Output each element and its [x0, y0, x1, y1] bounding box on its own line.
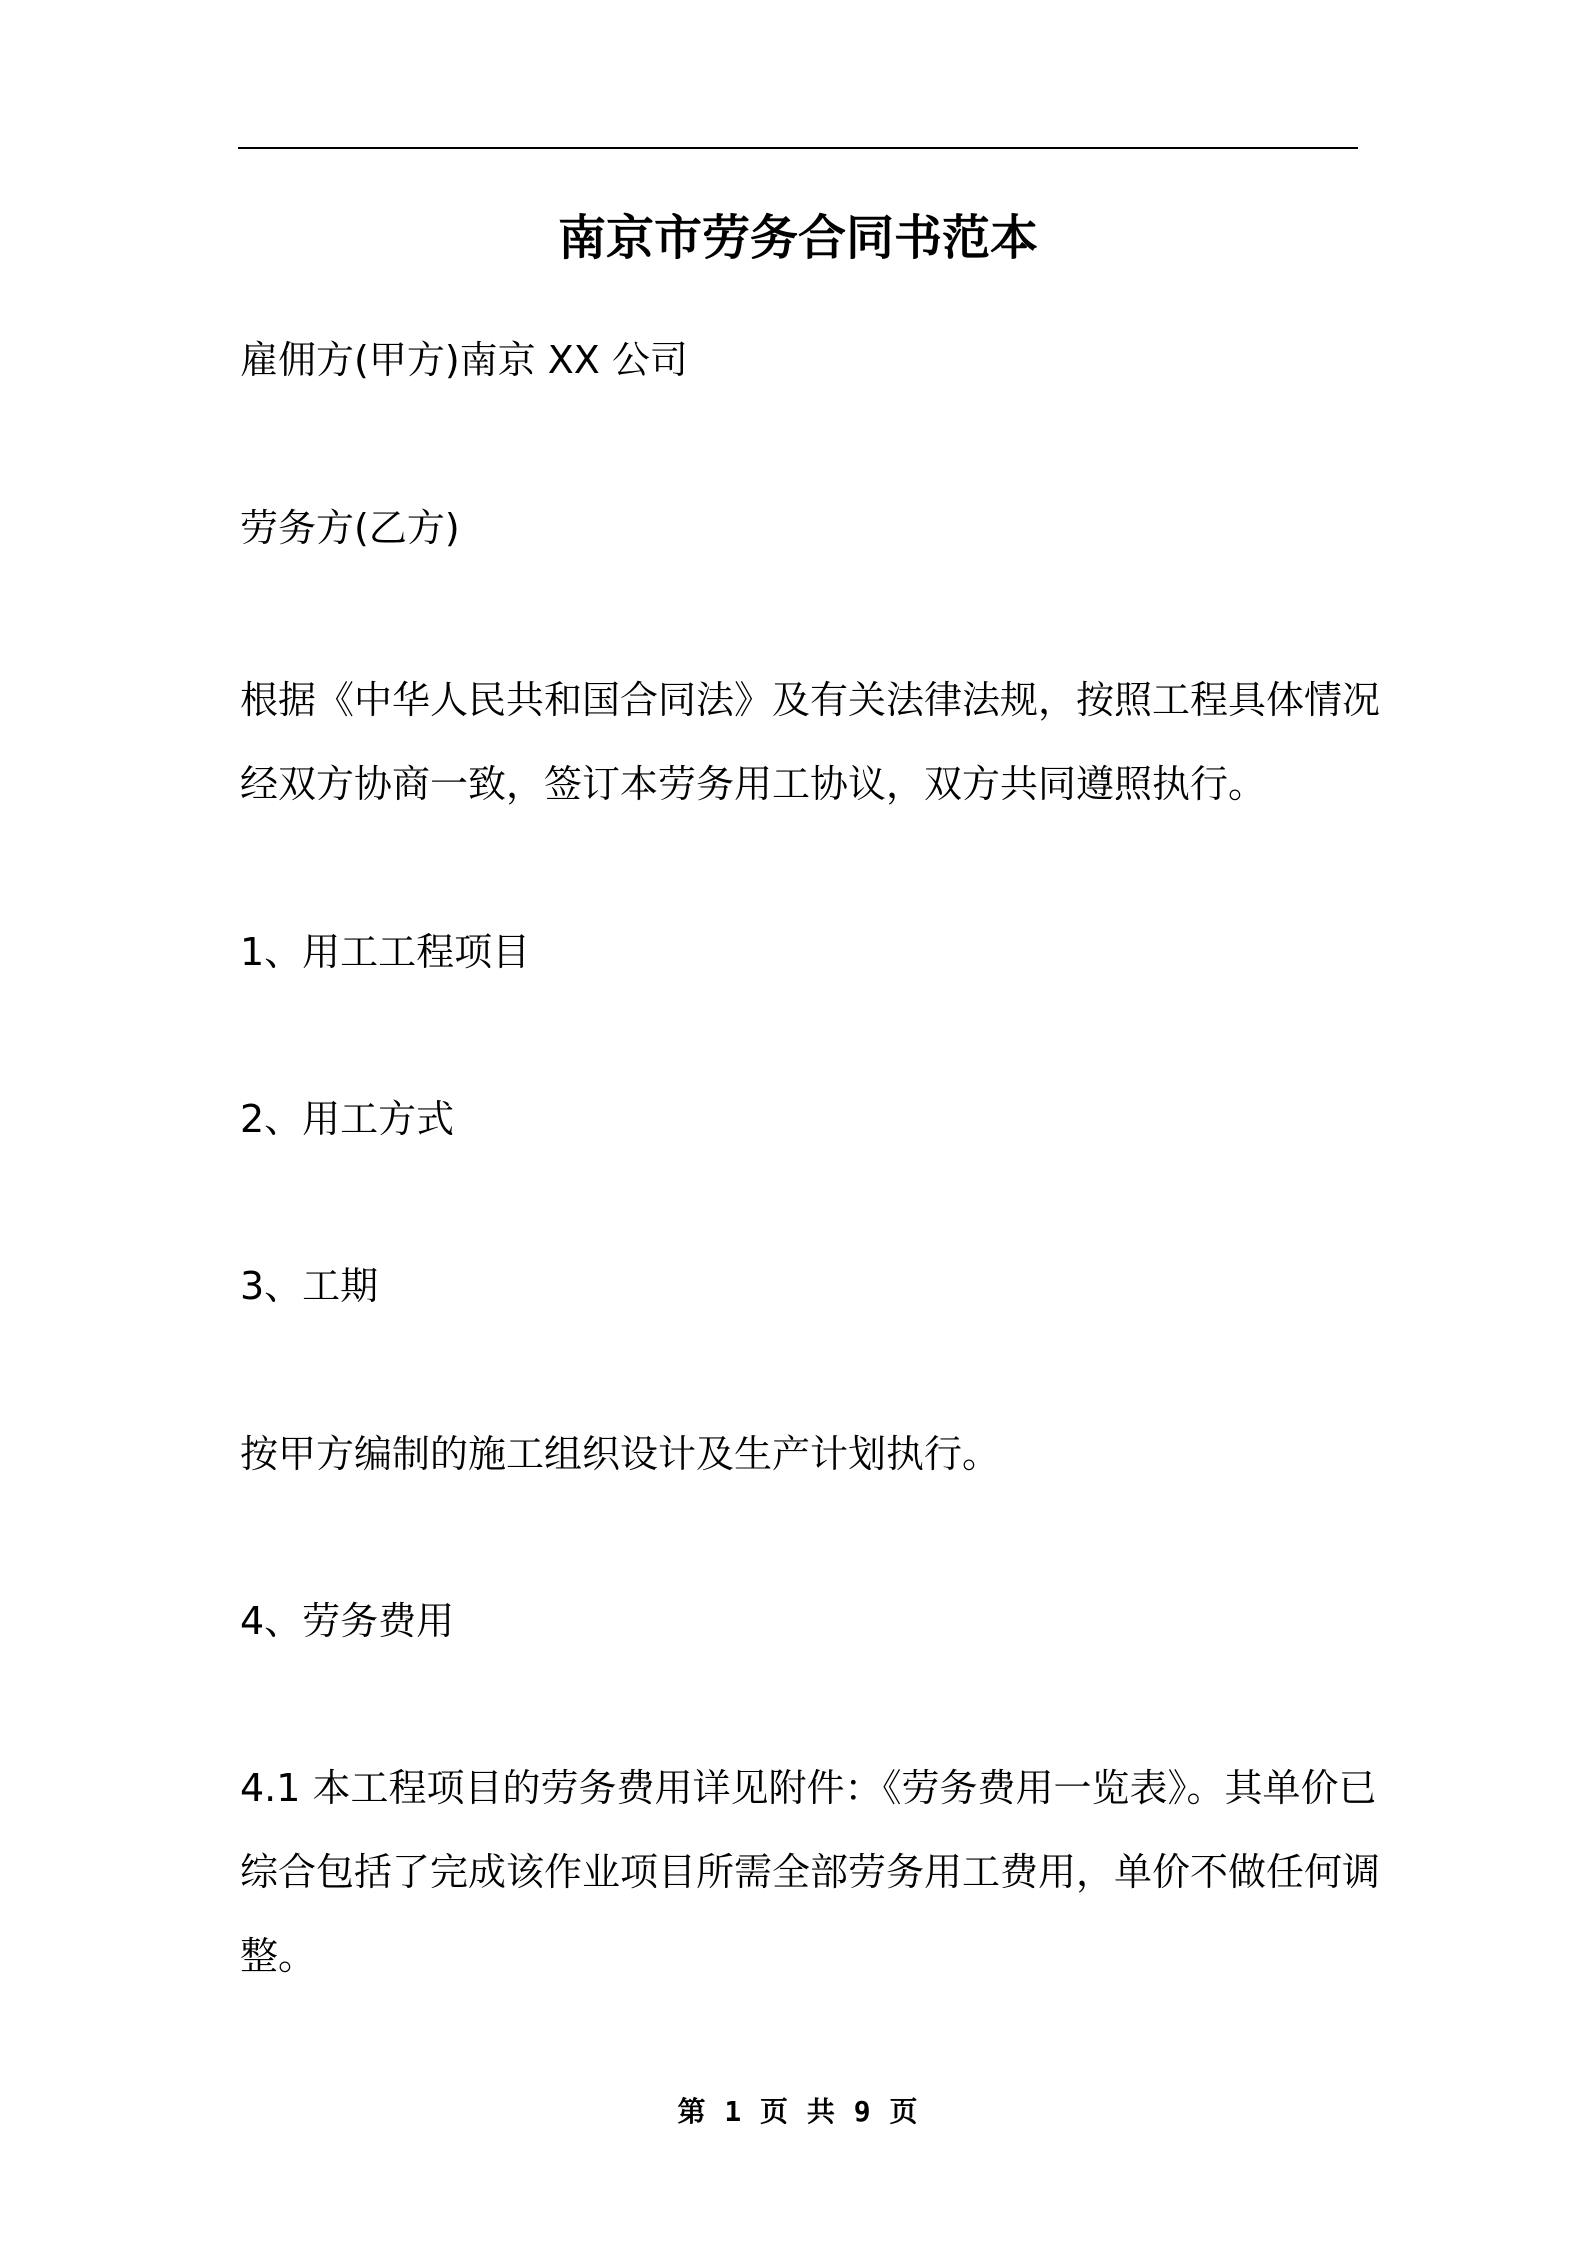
section-4-heading: 4、劳务费用 [240, 1599, 455, 1643]
clause-4-1-line-1: 4.1 本工程项目的劳务费用详见附件：《劳务费用一览表》。其单价已 [240, 1766, 1377, 1810]
preamble-line-2: 经双方协商一致，签订本劳务用工协议，双方共同遵照执行。 [240, 762, 1267, 806]
section-3-heading: 3、工期 [240, 1264, 379, 1308]
party-a-line: 雇佣方(甲方)南京 XX 公司 [240, 338, 688, 382]
section-1-heading: 1、用工工程项目 [240, 930, 531, 974]
document-title: 南京市劳务合同书范本 [557, 210, 1038, 266]
header-rule [238, 147, 1358, 149]
clause-4-1-line-2: 综合包括了完成该作业项目所需全部劳务用工费用，单价不做任何调 [240, 1850, 1381, 1894]
preamble-line-1: 根据《中华人民共和国合同法》及有关法律法规，按照工程具体情况 [240, 678, 1381, 722]
party-b-line: 劳务方(乙方) [240, 506, 460, 550]
section-2-heading: 2、用工方式 [240, 1097, 455, 1141]
page-number: 第 1 页 共 9 页 [677, 2095, 919, 2128]
clause-4-1-line-3: 整。 [240, 1934, 317, 1978]
section-3-body: 按甲方编制的施工组织设计及生产计划执行。 [240, 1432, 1001, 1476]
